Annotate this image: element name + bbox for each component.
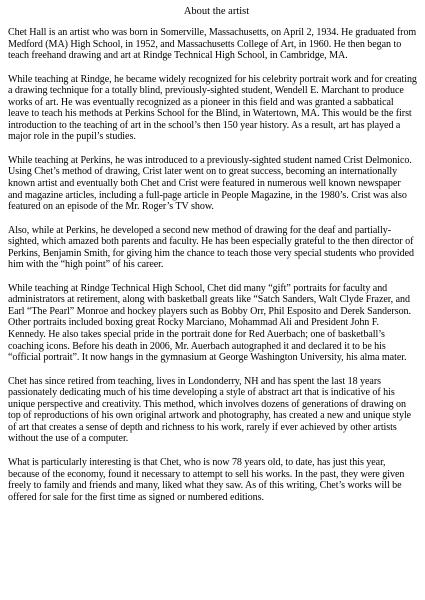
paragraph-retirement: Chet has since retired from teaching, lives in Londonderry, NH and has spent the last 18 years passionately dedicating much of his time developing a style of abstract art that is indicative of his unique perspective and creativity. This method, which involves dozens of generations of drawing on top of reproductions of his own original artwork and photography, has created a new and unique style of art that creates a sense of depth and richness to his work, rarely if ever achieved by other artists without the use of a computer. bbox=[8, 375, 412, 445]
paragraph-portraits: While teaching at Rindge Technical High School, Chet did many “gift” portraits for faculty and administrators at retirement, along with basketball greats like “Satch Sanders, Walt Clyde Frazer, and Earl “The Pearl” Monroe and hockey players such as Bobby Orr, Phil Esposito and Derek Sanderson. Other portraits included boxing great Rocky Marciano, Mohammad Ali and President John F. Kennedy. He also takes special pride in the portrait done for Red Auerbach; one of basketball’s coaching icons. Before his death in 2006, Mr. Auerbach autographed it and declared it to be his “official portrait”. It now hangs in the gymnasium at George Washington University, his alma mater. bbox=[8, 282, 411, 364]
paragraph-sales: What is particularly interesting is that Chet, who is now 78 years old, to date, has just this year, because of the economy, found it necessary to attempt to sell his works. In the past, they were given freely to family and friends and many, liked what they saw. As of this writing, Chet’s works will be offered for sale for the first time as signed or numbered editions. bbox=[8, 456, 405, 503]
document-title: About the artist bbox=[183, 6, 250, 17]
paragraph-perkins: While teaching at Perkins, he was introduced to a previously-sighted student named Crist Delmonico. Using Chet’s method of drawing, Crist later went on to great success, becoming an internationally known artist and eventually both Chet and Crist were featured in numerous well known newspaper and magazine articles, including a full-page article in People Magazine, in the 1980’s. Crist was also featured on an episode of the Mr. Roger’s TV show. bbox=[8, 154, 412, 213]
paragraph-rindge: While teaching at Rindge, he became widely recognized for his celebrity portrait work and for creating a drawing technique for a totally blind, previously-sighted student, Wendell E. Marchant to produce works of art. He was eventually recognized as a pioneer in this field and was granted a sabbatical leave to teach his methods at Perkins School for the Blind, in Watertown, MA. This would be the first introduction to the teaching of art in the school’s then 150 year history. As a result, art has played a major role in the pupil’s studies. bbox=[8, 73, 417, 143]
paragraph-birth: Chet Hall is an artist who was born in Somerville, Massachusetts, on April 2, 1934. He graduated from Medford (MA) High School, in 1952, and Massachusetts College of Art, in 1960. He then began to teach freehand drawing and art at Rindge Technical High School, in Cambridge, MA. bbox=[8, 27, 417, 62]
paragraph-deaf-method: Also, while at Perkins, he developed a second new method of drawing for the deaf and partially-sighted, which amazed both parents and faculty. He has been especially grateful to the then director of Perkins, Benjamin Smith, for giving him the chance to teach those very special students who provided him with the “high point” of his career. bbox=[8, 224, 415, 271]
